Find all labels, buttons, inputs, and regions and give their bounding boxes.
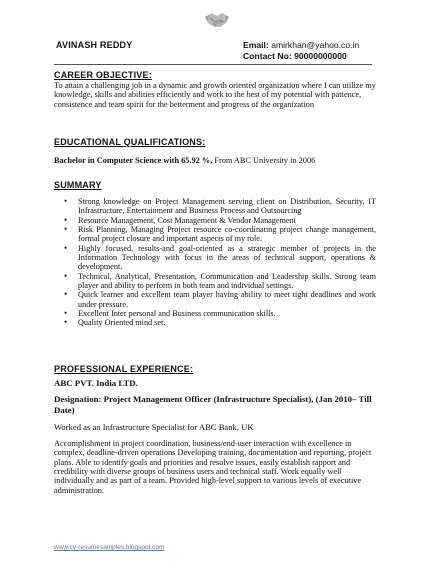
company-name: ABC PVT. India LTD.	[54, 378, 138, 388]
summary-item: • Resource Management, Cost Management & Vendor Management	[64, 216, 376, 225]
summary-item: • Strong knowledge on Project Management serving client on Distribution, Security, IT Infrastructure, Entertainment and Business Process and Outsourcing	[64, 197, 376, 216]
handshake-icon	[204, 8, 230, 30]
career-objective-section	[54, 70, 376, 109]
candidate-name: AVINASH REDDY	[56, 40, 133, 50]
accomplishment-text: Accomplishment in project coordination, business/end-user interaction with excellence in complex, deadline-driven operations Developing training, documentation and reporting, project plans. Able to identify goals and priorities and resolve issues, easily establish rapport and credibility with diverse groups of business users and technical staff. Work equally well individually and as part of a team. Provided high-level support to various levels of executive administration.	[54, 438, 372, 495]
career-objective-text: To attain a challenging job in a dynamic and growth oriented organization where I can utilize my knowledge, skills and abilities efficiently and work to the best of my potential with patience, consistence and team spirit for the betterment and progress of the organization	[54, 81, 376, 109]
summary-title: SUMMARY	[54, 180, 102, 190]
career-objective-title: CAREER OBJECTIVE:	[54, 70, 152, 80]
summary-item: • Excellent Inter personal and Business communication skills.	[64, 309, 376, 318]
university-text: From ABC University in 2006	[212, 156, 316, 165]
summary-list	[64, 197, 376, 328]
email-line	[243, 40, 359, 51]
summary-item: • Quality Oriented mind set.	[64, 318, 376, 327]
header-divider	[54, 64, 372, 65]
summary-item: • Risk Planning, Managing Project resource co-coordinating project change management, formal project closure and important aspects of my role.	[64, 225, 376, 244]
designation-value: Project Management Officer (Infrastructure Specialist), (Jan 2010– Till Date)	[54, 394, 372, 416]
email-value: amirkhan@yahoo.co.in	[271, 40, 360, 50]
worked-as-text: Worked as an Infrastructure Specialist for ABC Bank, UK	[54, 422, 254, 433]
experience-title: PROFESSIONAL EXPERIENCE:	[54, 364, 194, 374]
education-section	[54, 137, 376, 165]
education-title: EDUCATIONAL QUALIFICATIONS:	[54, 137, 206, 147]
summary-item: • Technical, Analytical, Presentation, Communication and Leadership skills. Strong team player and ability to perform in both team and individual settings.	[64, 272, 376, 291]
contact-label: Contact No:	[243, 51, 292, 61]
contact-value: 90000000000	[294, 51, 347, 61]
contact-block	[243, 40, 359, 62]
experience-section	[54, 364, 376, 495]
summary-item: • Highly focused, results-and goal-oriented as a strategic member of projects in the Information Technology with focus in the areas of technical support, operations & development.	[64, 244, 376, 272]
summary-section	[54, 180, 376, 328]
degree-text: Bachelor in Computer Science with 65.92 %,	[54, 156, 213, 165]
designation-label: Designation:	[54, 394, 102, 405]
footer-link[interactable]: www.cv-resumesamples.blogspot.com	[54, 544, 165, 551]
summary-item: • Quick learner and excellent team player having ability to meet tight deadlines and work under pressure.	[64, 290, 376, 309]
designation-line	[54, 394, 376, 416]
education-line	[54, 156, 376, 165]
email-label: Email:	[243, 40, 269, 50]
contact-line	[243, 51, 359, 62]
